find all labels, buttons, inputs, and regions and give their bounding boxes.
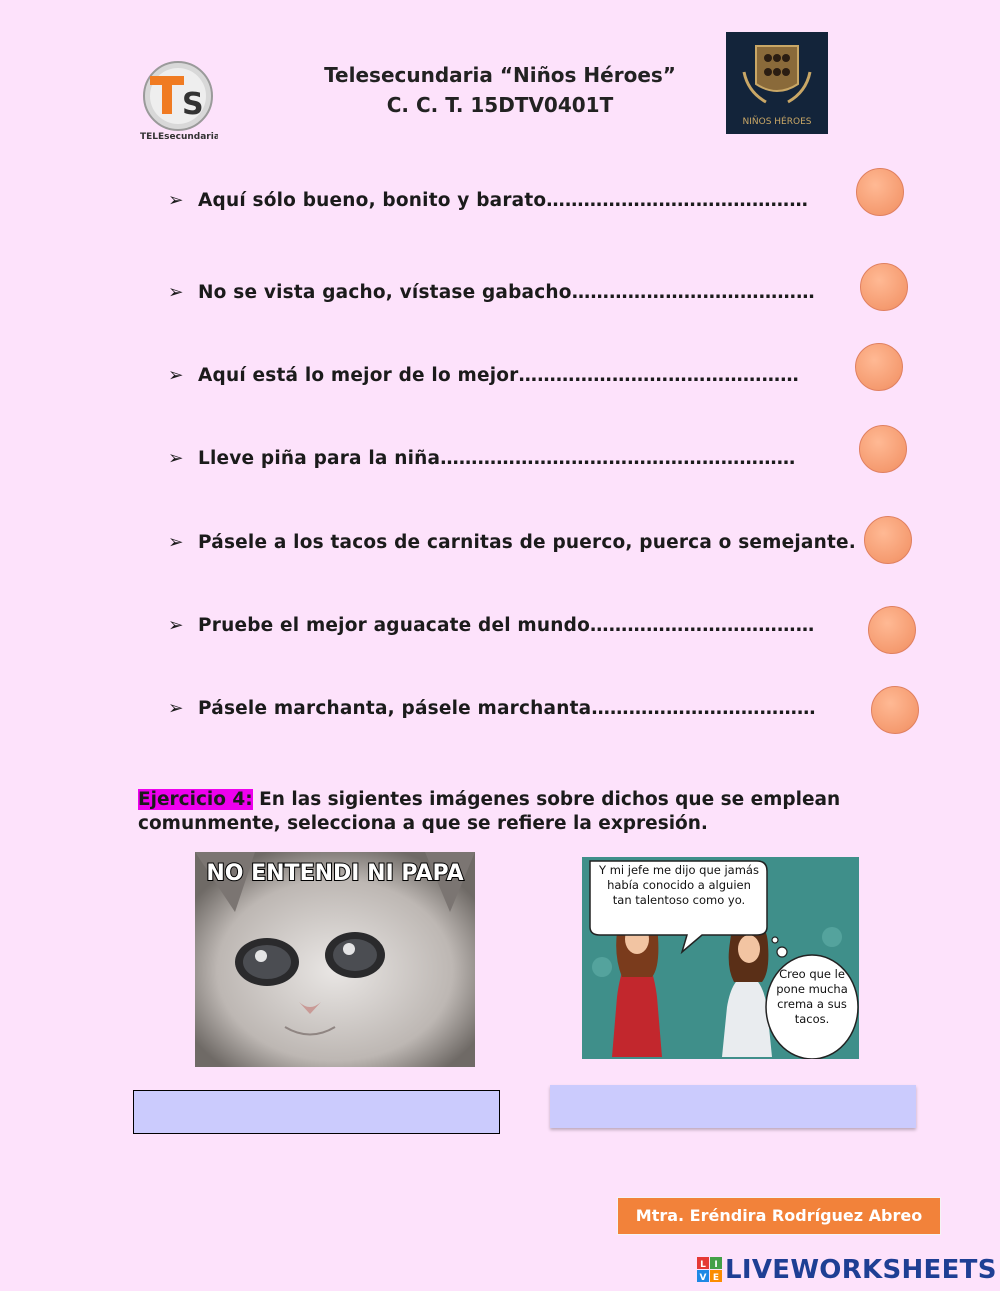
svg-text:V: V: [699, 1273, 707, 1283]
logo-caption: TELEsecundaria: [140, 132, 218, 142]
answer-input-comic[interactable]: [550, 1085, 916, 1128]
crying-cat-meme-image: [195, 852, 475, 1067]
answer-drop-target[interactable]: [864, 516, 912, 564]
liveworksheets-logo-icon: [697, 1257, 723, 1283]
svg-text:L: L: [700, 1260, 706, 1270]
phrase-row: [168, 532, 856, 553]
author-name-banner: Mtra. Eréndira Rodríguez Abreo: [617, 1197, 941, 1235]
phrase-row: [168, 448, 796, 469]
phrase-row: [168, 282, 815, 303]
phrase-row: [168, 615, 814, 636]
phrase-text: Pásele a los tacos de carnitas de puerco, puerca o semejante.: [198, 532, 856, 553]
school-header: [250, 60, 750, 120]
arrow-bullet-icon: ➢: [168, 448, 184, 469]
phrase-text: Aquí sólo bueno, bonito y barato……………………………………: [198, 190, 809, 211]
phrase-row: [168, 190, 808, 211]
exercise-instructions: [138, 788, 878, 836]
phrase-text: Lleve piña para la niña…………………………………………………: [198, 448, 796, 469]
liveworksheets-footer[interactable]: [697, 1253, 997, 1287]
phrase-text: Aquí está lo mejor de lo mejor………………………………………: [198, 365, 799, 386]
answer-drop-target[interactable]: [868, 606, 916, 654]
comic-thought-text: Creo que le pone mucha crema a sus tacos.: [776, 967, 848, 1026]
phrase-text: Pásele marchanta, pásele marchanta………………………………: [198, 698, 816, 719]
arrow-bullet-icon: ➢: [168, 282, 184, 303]
logo-caption: NIÑOS HÉROES: [742, 117, 812, 127]
comic-women-image: [582, 857, 859, 1059]
answer-drop-target[interactable]: [856, 168, 904, 216]
phrase-text: No se vista gacho, vístase gabacho…………………………………: [198, 282, 815, 303]
answer-drop-target[interactable]: [859, 425, 907, 473]
school-cct: C. C. T. 15DTV0401T: [386, 93, 614, 117]
svg-text:I: I: [714, 1260, 718, 1270]
arrow-bullet-icon: ➢: [168, 532, 184, 553]
arrow-bullet-icon: ➢: [168, 365, 184, 386]
phrase-row: [168, 365, 799, 386]
svg-text:S: S: [182, 87, 204, 122]
arrow-bullet-icon: ➢: [168, 615, 184, 636]
svg-text:E: E: [712, 1273, 720, 1283]
answer-drop-target[interactable]: [871, 686, 919, 734]
answer-drop-target[interactable]: [860, 263, 908, 311]
arrow-bullet-icon: ➢: [168, 698, 184, 719]
answer-input-cat-meme[interactable]: [133, 1090, 500, 1134]
phrase-row: [168, 698, 816, 719]
comic-speech-text: Y mi jefe me dijo que jamás había conocido a alguien tan talentoso como yo.: [599, 863, 759, 907]
answer-drop-target[interactable]: [855, 343, 903, 391]
phrase-text: Pruebe el mejor aguacate del mundo………………………………: [198, 615, 815, 636]
telesecundaria-logo: [138, 58, 218, 142]
meme-caption: NO ENTENDI NI PAPA: [206, 861, 464, 886]
school-name: Telesecundaria “Niños Héroes”: [324, 63, 676, 87]
exercise-text: En las sigientes imágenes sobre dichos que se emplean comunmente, selecciona a que se refiere la expresión.: [138, 789, 841, 834]
exercise-label: Ejercicio 4:: [138, 789, 253, 810]
arrow-bullet-icon: ➢: [168, 190, 184, 211]
liveworksheets-brand: LIVEWORKSHEETS: [725, 1255, 997, 1285]
ninos-heroes-logo: [726, 32, 828, 134]
